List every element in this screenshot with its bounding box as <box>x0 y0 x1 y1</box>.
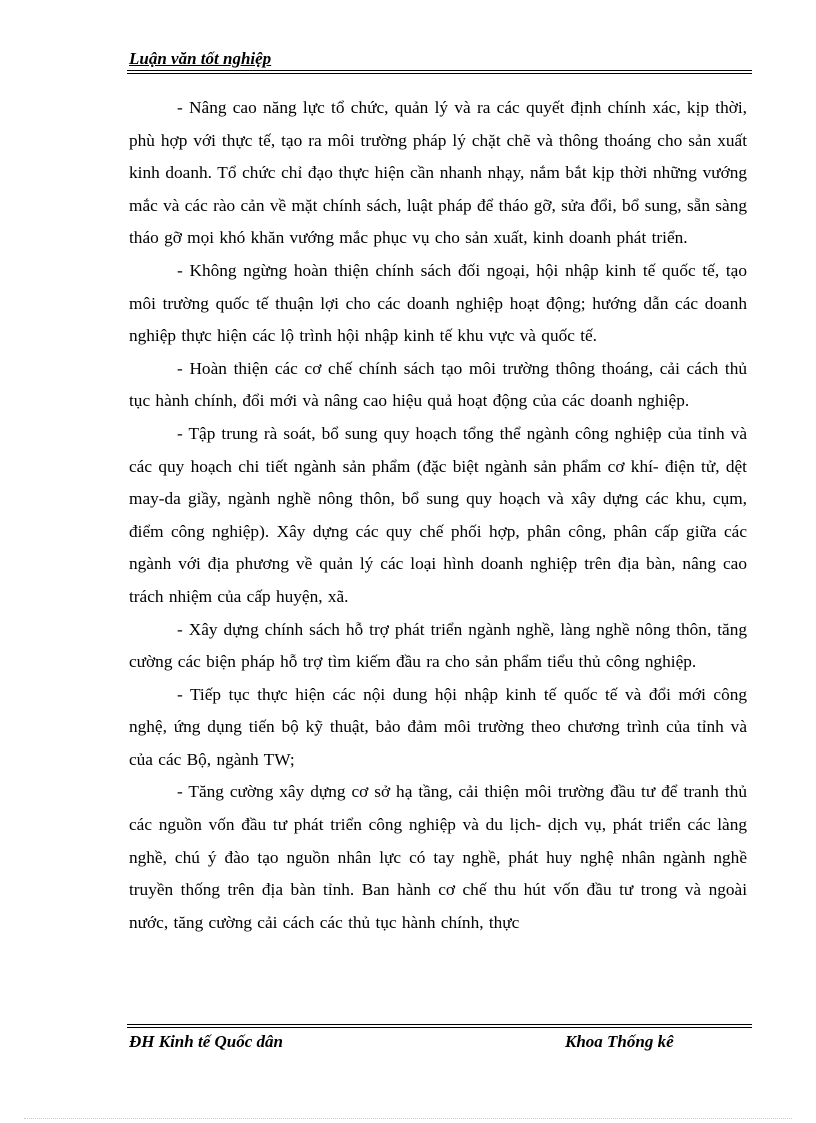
header-rule-top <box>127 70 752 71</box>
paragraph-5: - Xây dựng chính sách hỗ trợ phát triển ngành nghề, làng nghề nông thôn, tăng cường các biện pháp hỗ trợ tìm kiếm đầu ra cho sản phẩm tiểu thủ công nghiệp. <box>129 619 747 672</box>
header-title: Luận văn tốt nghiệp <box>129 49 272 68</box>
footer-university: ĐH Kinh tế Quốc dân <box>129 1032 283 1051</box>
paragraph-3: - Hoàn thiện các cơ chế chính sách tạo môi trường thông thoáng, cải cách thủ tục hành chính, đổi mới và nâng cao hiệu quả hoạt động của các doanh nghiệp. <box>129 358 747 411</box>
paragraph-6: - Tiếp tục thực hiện các nội dung hội nhập kinh tế quốc tế và đổi mới công nghệ, ứng dụng tiến bộ kỹ thuật, bảo đảm môi trường theo chương trình của tỉnh và của các Bộ, ngành TW; <box>129 684 747 769</box>
page-bottom-divider <box>24 1118 792 1119</box>
paragraph-7: - Tăng cường xây dựng cơ sở hạ tầng, cải thiện môi trường đầu tư để tranh thủ các nguồn vốn đầu tư phát triển công nghiệp và du lịch- dịch vụ, phát triển các làng nghề, chú ý đào tạo nguồn nhân lực có tay nghề, phát huy nghệ nhân ngành nghề truyền thống trên địa bàn tỉnh. Ban hành cơ chế thu hút vốn đầu tư trong và ngoài nước, tăng cường cải cách các thủ tục hành chính, thực <box>129 782 747 932</box>
paragraph-4: - Tập trung rà soát, bổ sung quy hoạch tổng thể ngành công nghiệp của tỉnh và các quy hoạch chi tiết ngành sản phẩm (đặc biệt ngành sản phẩm cơ khí- điện tử, dệt may-da giầy, ngành nghề nông thôn, bổ sung quy hoạch và xây dựng các khu, cụm, điểm công nghiệp). Xây dựng các quy chế phối hợp, phân công, phân cấp giữa các ngành với địa phương về quản lý các loại hình doanh nghiệp trên địa bàn, nâng cao trách nhiệm của cấp huyện, xã. <box>129 423 747 606</box>
paragraph-1: - Nâng cao năng lực tổ chức, quản lý và ra các quyết định chính xác, kịp thời, phù hợp với thực tế, tạo ra môi trường pháp lý chặt chẽ và thông thoáng cho sản xuất kinh doanh. Tổ chức chỉ đạo thực hiện cần nhanh nhạy, nắm bắt kịp thời những vướng mắc và các rào cản về mặt chính sách, luật pháp để tháo gỡ, sửa đổi, bổ sung, sẵn sàng tháo gỡ mọi khó khăn vướng mắc phục vụ cho sản xuất, kinh doanh phát triển. <box>129 98 747 248</box>
footer-faculty: Khoa Thống kê <box>565 1032 674 1051</box>
document-body <box>129 92 747 939</box>
header-rule-bottom <box>127 73 752 74</box>
footer-rule-bottom <box>127 1027 752 1028</box>
paragraph-2: - Không ngừng hoàn thiện chính sách đối ngoại, hội nhập kinh tế quốc tế, tạo môi trường quốc tế thuận lợi cho các doanh nghiệp hoạt động; hướng dẫn các doanh nghiệp thực hiện các lộ trình hội nhập kinh tế khu vực và quốc tế. <box>129 260 747 346</box>
footer-rule-top <box>127 1024 752 1025</box>
